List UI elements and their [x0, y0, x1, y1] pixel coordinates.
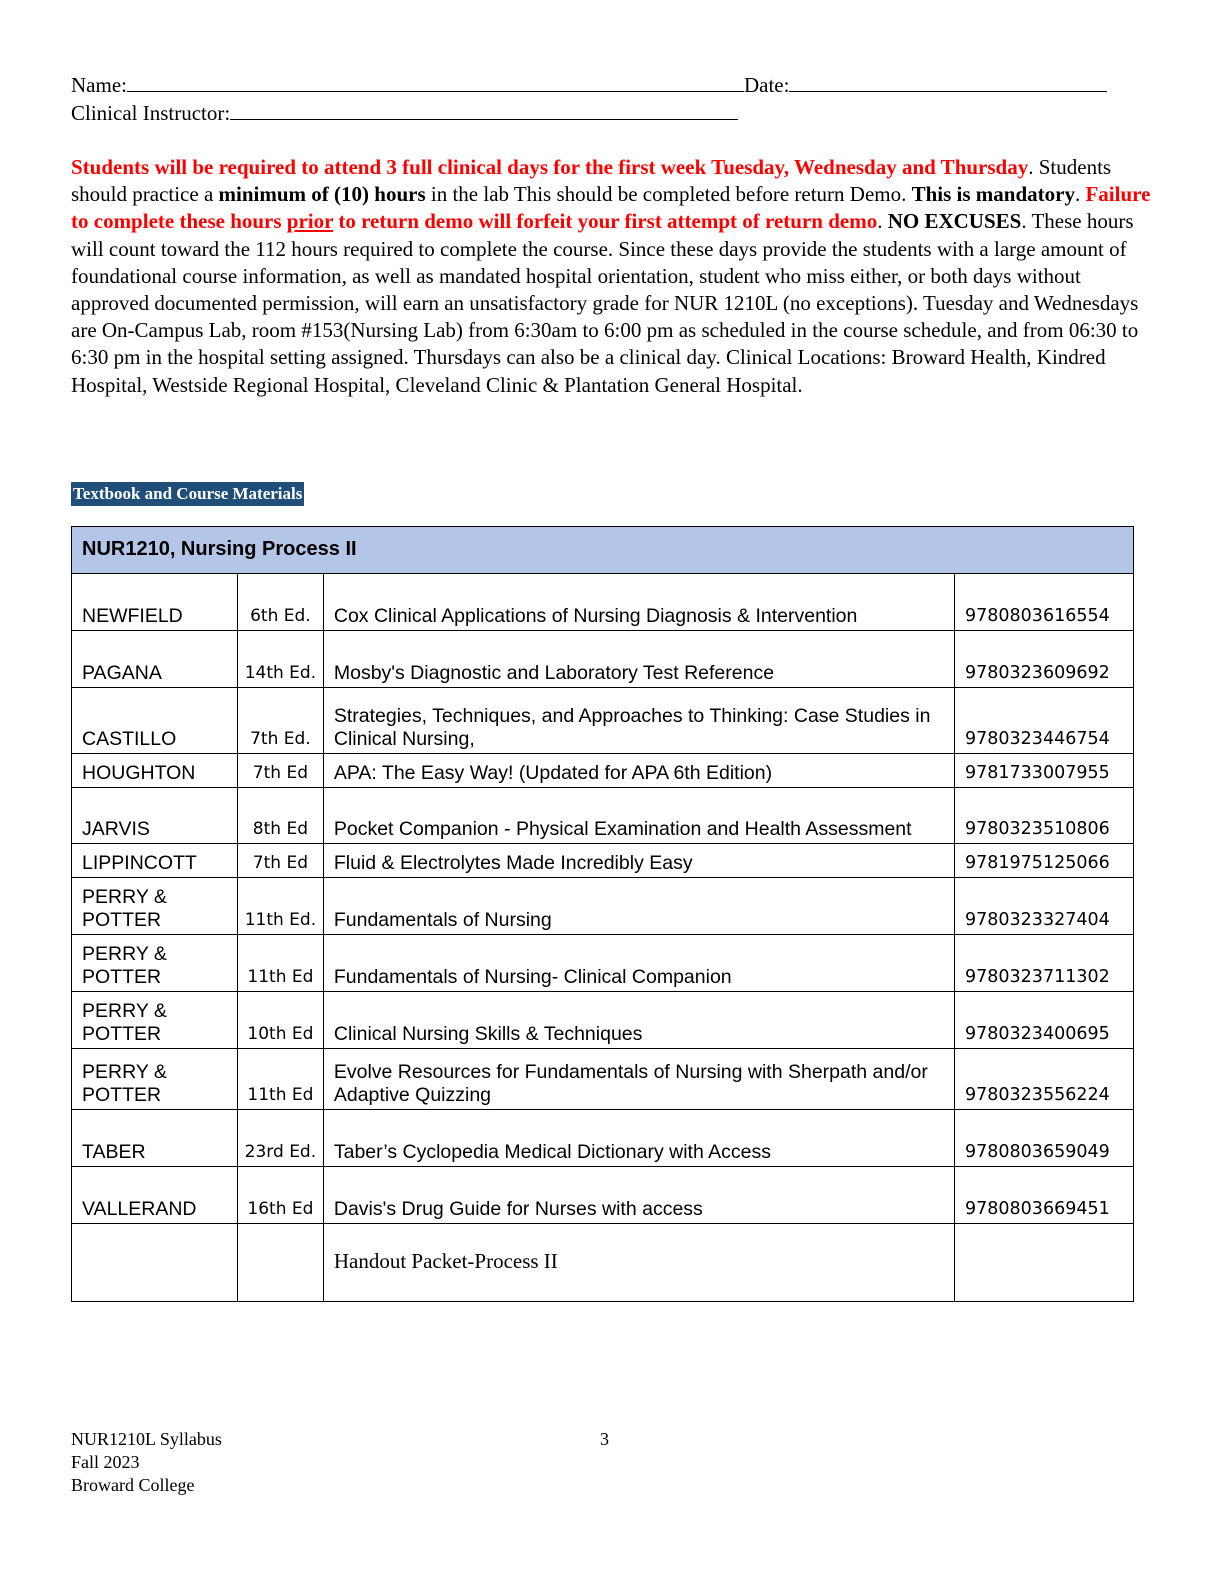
author-cell: PERRY & POTTER — [72, 878, 238, 935]
edition-cell: 7th Ed — [237, 754, 323, 788]
author-cell: NEWFIELD — [72, 574, 238, 631]
edition-cell: 7th Ed. — [237, 688, 323, 754]
footer-term: Fall 2023 — [71, 1452, 140, 1472]
edition-cell: 14th Ed. — [237, 631, 323, 688]
table-title: NUR1210, Nursing Process II — [72, 527, 1134, 574]
notice-red-7: Failure to complete these hours — [71, 182, 1151, 234]
notice-red-underline-8: prior — [286, 209, 334, 234]
notice-text-12: . These hours will count toward the 112 hours required to complete the course. Since these days provide the students with a large amount of foundational course information, as well as mandated hospital orientation, student who miss either, or both days without approved documented permission, will earn an unsatisfactory grade for NUR 1210L (no exceptions). Tuesday and Wednesdays are On-Campus Lab, room #153(Nursing Lab) from 6:30am to 6:00 pm as scheduled in the course schedule, and from 06:30 to 6:30 pm in the hospital setting assigned. Thursdays can also be a clinical day. Clinical Locations: Broward Health, Kindred Hospital, Westside Regional Hospital, Cleveland Clinic & Plantation General Hospital. — [71, 209, 1139, 397]
author-cell: PERRY & POTTER — [72, 992, 238, 1049]
table-body — [72, 574, 1134, 1302]
name-label: Name: — [71, 73, 127, 97]
notice-text-2: . Students should practice a — [71, 155, 1112, 207]
footer-course: NUR1210L Syllabus — [71, 1429, 222, 1449]
title-cell: Cox Clinical Applications of Nursing Diagnosis & Intervention — [323, 574, 954, 631]
isbn-cell: 9780803616554 — [955, 574, 1134, 631]
table-row — [72, 688, 1134, 754]
edition-cell — [237, 1224, 323, 1302]
table-row — [72, 1224, 1134, 1302]
isbn-cell: 9780323510806 — [955, 788, 1134, 844]
edition-cell: 6th Ed. — [237, 574, 323, 631]
footer — [71, 1428, 222, 1497]
notice-text-10: . — [877, 209, 888, 234]
page-number: 3 — [600, 1429, 609, 1449]
table-row — [72, 992, 1134, 1049]
author-cell: PERRY & POTTER — [72, 935, 238, 992]
table-row — [72, 754, 1134, 788]
edition-cell: 11th Ed. — [237, 878, 323, 935]
isbn-cell: 9780323446754 — [955, 688, 1134, 754]
isbn-cell: 9780323400695 — [955, 992, 1134, 1049]
author-cell: LIPPINCOTT — [72, 844, 238, 878]
attendance-notice — [71, 154, 1151, 399]
author-cell: JARVIS — [72, 788, 238, 844]
title-cell: Davis's Drug Guide for Nurses with access — [323, 1167, 954, 1224]
isbn-cell: 9780803669451 — [955, 1167, 1134, 1224]
edition-cell: 16th Ed — [237, 1167, 323, 1224]
isbn-cell: 9780323711302 — [955, 935, 1134, 992]
title-cell: Clinical Nursing Skills & Techniques — [323, 992, 954, 1049]
edition-cell: 8th Ed — [237, 788, 323, 844]
isbn-cell: 9781975125066 — [955, 844, 1134, 878]
title-cell: Mosby's Diagnostic and Laboratory Test Reference — [323, 631, 954, 688]
author-cell: PAGANA — [72, 631, 238, 688]
name-date-line — [71, 72, 1107, 98]
edition-cell: 23rd Ed. — [237, 1110, 323, 1167]
instructor-label: Clinical Instructor: — [71, 101, 231, 125]
edition-cell: 7th Ed — [237, 844, 323, 878]
table-row — [72, 1049, 1134, 1110]
notice-bold-5: This is mandatory — [911, 182, 1075, 207]
date-blank-extra — [1051, 73, 1107, 92]
author-cell: PERRY & POTTER — [72, 1049, 238, 1110]
title-cell: Strategies, Techniques, and Approaches to Thinking: Case Studies in Clinical Nursing, — [323, 688, 954, 754]
table-row — [72, 878, 1134, 935]
notice-bold-3: minimum of (10) hours — [218, 182, 426, 207]
notice-text-4: in the lab This should be completed before return Demo. — [425, 182, 912, 207]
author-cell: TABER — [72, 1110, 238, 1167]
table-row — [72, 631, 1134, 688]
isbn-cell: 9781733007955 — [955, 754, 1134, 788]
table-row — [72, 788, 1134, 844]
textbook-table — [71, 526, 1134, 1302]
isbn-cell — [955, 1224, 1134, 1302]
date-label: Date: — [743, 73, 790, 97]
table-row — [72, 935, 1134, 992]
edition-cell: 11th Ed — [237, 1049, 323, 1110]
section-label: Textbook and Course Materials — [71, 482, 304, 506]
isbn-cell: 9780323556224 — [955, 1049, 1134, 1110]
title-cell: Pocket Companion - Physical Examination and Health Assessment — [323, 788, 954, 844]
author-cell: HOUGHTON — [72, 754, 238, 788]
edition-cell: 10th Ed — [237, 992, 323, 1049]
title-cell: Fluid & Electrolytes Made Incredibly Easy — [323, 844, 954, 878]
isbn-cell: 9780323327404 — [955, 878, 1134, 935]
notice-red-9: to return demo will forfeit your first attempt of return demo — [333, 209, 878, 234]
table-row — [72, 1167, 1134, 1224]
title-cell: Handout Packet-Process II — [323, 1224, 954, 1302]
footer-college: Broward College — [71, 1475, 195, 1495]
notice-bold-11: NO EXCUSES — [887, 209, 1022, 234]
title-cell: APA: The Easy Way! (Updated for APA 6th Edition) — [323, 754, 954, 788]
table-header-row — [72, 527, 1134, 574]
title-cell: Evolve Resources for Fundamentals of Nursing with Sherpath and/or Adaptive Quizzing — [323, 1049, 954, 1110]
date-blank — [789, 73, 1051, 92]
author-cell: VALLERAND — [72, 1167, 238, 1224]
author-cell: CASTILLO — [72, 688, 238, 754]
title-cell: Fundamentals of Nursing — [323, 878, 954, 935]
title-cell: Fundamentals of Nursing- Clinical Companion — [323, 935, 954, 992]
notice-red-1: Students will be required to attend 3 full clinical days for the first week Tuesday, Wednesday and Thursday — [71, 155, 1029, 179]
title-cell: Taber’s Cyclopedia Medical Dictionary with Access — [323, 1110, 954, 1167]
table-row — [72, 844, 1134, 878]
author-cell — [72, 1224, 238, 1302]
isbn-cell: 9780803659049 — [955, 1110, 1134, 1167]
instructor-line — [71, 100, 738, 126]
isbn-cell: 9780323609692 — [955, 631, 1134, 688]
table-row — [72, 1110, 1134, 1167]
name-blank — [127, 73, 744, 92]
edition-cell: 11th Ed — [237, 935, 323, 992]
instructor-blank — [230, 101, 738, 120]
notice-text-6: . — [1074, 182, 1086, 207]
table-row — [72, 574, 1134, 631]
